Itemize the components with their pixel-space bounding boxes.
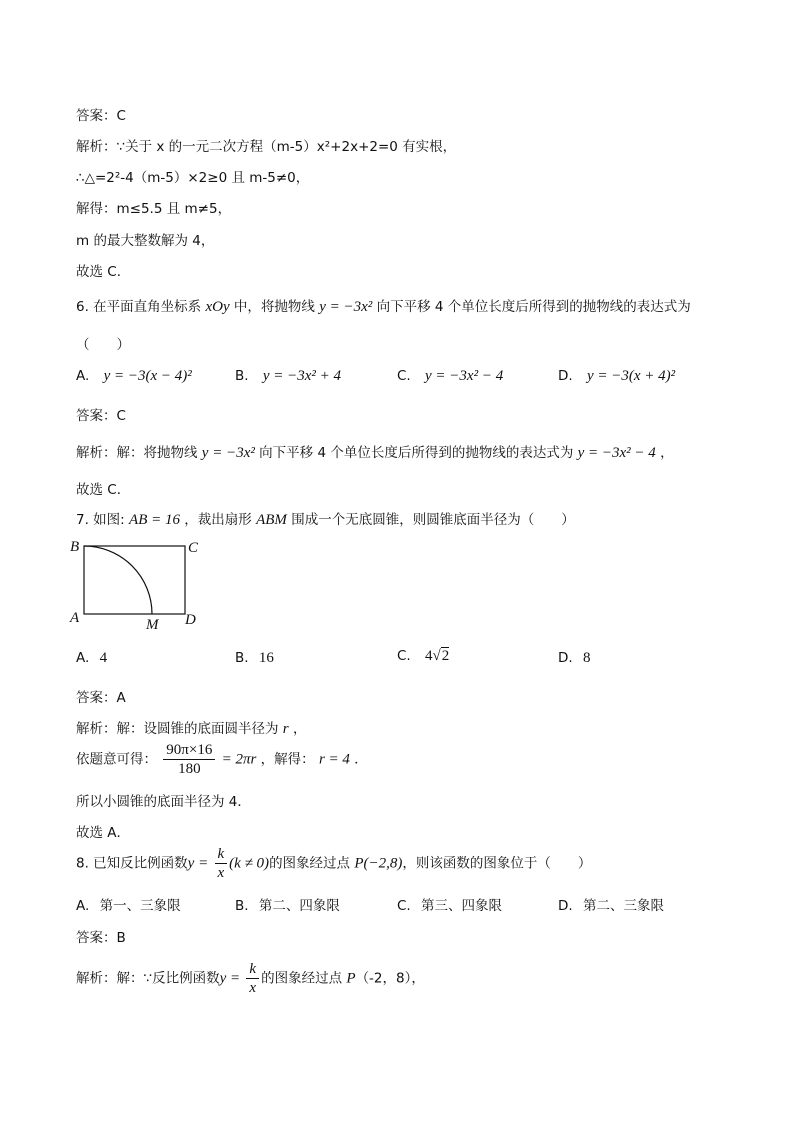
q6-stem	[76, 295, 691, 316]
q7-analysis2-mid: ，解得：	[260, 751, 315, 768]
q7-conclusion: 故选 A．	[76, 825, 131, 841]
q6-conclusion: 故选 C．	[76, 482, 131, 498]
q7-frac-den: 180	[178, 761, 201, 777]
q8-option-a-label: A.	[76, 898, 90, 914]
q7-analysis2-result: r = 4	[318, 751, 350, 768]
q8-frac-num: k	[215, 845, 228, 864]
q7-analysis2-rhs: = 2πr	[221, 751, 257, 768]
q8-suffix: ，则该函数的图象位于（ ）	[402, 855, 592, 872]
q8-option-d-text: 第二、三象限	[582, 898, 664, 914]
q7-option-b-label: B.	[235, 650, 249, 666]
q8-analysis-y: y =	[219, 970, 241, 987]
q8-option-c-text: 第三、四象限	[421, 898, 503, 914]
q8-answer: 答案：B	[76, 930, 126, 946]
q6-analysis-prefix: 解析：解：将抛物线	[76, 445, 198, 461]
q8-option-c[interactable]	[397, 894, 502, 914]
q5-conclusion: 故选 C．	[76, 264, 131, 280]
label-c: C	[188, 540, 199, 556]
q6-analysis-expr1: y = −3x²	[201, 445, 255, 461]
label-a: A	[70, 610, 80, 626]
q7-analysis-line3: 所以小圆锥的底面半径为 4．	[76, 794, 251, 810]
q6-analysis-mid: 向下平移 4 个单位长度后所得到的抛物线的表达式为	[259, 445, 574, 461]
label-m: M	[146, 617, 159, 632]
q8-analysis-point: （-2，8），	[355, 970, 425, 987]
q8-option-d-label: D.	[558, 898, 573, 914]
q7-analysis2-prefix: 依题意可得：	[76, 751, 157, 768]
q6-analysis-end: ，	[660, 445, 674, 461]
q8-point: P(−2,8)	[354, 855, 403, 872]
q7-fraction	[163, 741, 215, 778]
q5-analysis-line3: 解得：m≤5.5 且 m≠5，	[76, 201, 232, 217]
label-d: D	[185, 612, 196, 628]
q8-analysis-fraction	[246, 960, 259, 997]
q6-mid: 中，将抛物线	[233, 299, 315, 315]
q8-y-eq: y =	[187, 855, 209, 872]
q6-analysis-expr2: y = −3x² − 4	[577, 445, 656, 461]
q7-option-c-label: C.	[397, 648, 411, 664]
q7-figure	[66, 532, 216, 632]
q8-option-a[interactable]	[76, 894, 181, 914]
q7-stem	[76, 508, 575, 529]
q6-paren: （ ）	[76, 337, 130, 353]
rectangle-abcd	[84, 546, 185, 614]
q6-option-b[interactable]	[235, 368, 341, 385]
q7-analysis1-prefix: 解析：解：设圆锥的底面圆半径为	[76, 721, 279, 737]
q8-option-b-text: 第二、四象限	[258, 898, 340, 914]
q7-frac-num: 90π×16	[163, 741, 215, 760]
q6-expr: y = −3x²	[319, 299, 373, 315]
q7-option-d-text: 8	[582, 650, 591, 666]
q7-option-a[interactable]	[76, 650, 107, 667]
q5-analysis-line4: m 的最大整数解为 4，	[76, 233, 215, 249]
q7-answer: 答案：A	[76, 690, 126, 706]
q7-option-c-radicand: 2	[441, 648, 450, 664]
q6-option-b-text: y = −3x² + 4	[262, 368, 342, 384]
q8-option-a-text: 第一、三象限	[99, 898, 181, 914]
q8-prefix: 8. 已知反比例函数	[76, 855, 188, 872]
q6-option-a[interactable]	[76, 368, 192, 385]
q7-sector: ABM	[256, 512, 287, 528]
q8-option-b-label: B.	[235, 898, 249, 914]
q7-analysis-line2	[76, 741, 368, 778]
q7-prefix: 7. 如图:	[76, 512, 125, 528]
q7-analysis1-end: ，	[292, 721, 307, 737]
q8-option-c-label: C.	[397, 898, 411, 914]
q6-analysis	[76, 441, 674, 462]
q6-coord: xOy	[205, 299, 230, 315]
q8-fraction	[215, 845, 228, 882]
q7-option-c-coef: 4	[425, 648, 433, 664]
q7-mid: ，裁出扇形	[184, 512, 252, 528]
q8-analysis-p: P	[346, 970, 356, 987]
q6-suffix: 向下平移 4 个单位长度后所得到的抛物线的表达式为	[376, 299, 691, 315]
q7-option-a-label: A.	[76, 650, 90, 666]
q8-stem	[76, 845, 591, 882]
q7-option-d[interactable]	[558, 650, 590, 667]
sector-arc	[84, 546, 152, 614]
q6-option-c-label: C.	[397, 368, 411, 384]
q8-mid: 的图象经过点	[269, 855, 351, 872]
q8-analysis-num: k	[246, 960, 259, 979]
q7-option-d-label: D.	[558, 650, 573, 666]
q8-frac-den: x	[217, 865, 225, 881]
q6-option-d-label: D.	[558, 368, 573, 384]
q6-option-b-label: B.	[235, 368, 249, 384]
q6-option-a-label: A.	[76, 368, 90, 384]
q8-option-b[interactable]	[235, 894, 340, 914]
q7-analysis1-var: r	[282, 721, 289, 737]
q7-analysis2-end: ．	[354, 751, 368, 768]
q5-answer: 答案：C	[76, 108, 126, 124]
q8-analysis-den: x	[249, 980, 257, 996]
sqrt-symbol: √	[432, 648, 441, 664]
q6-option-d[interactable]	[558, 368, 675, 385]
q6-option-d-text: y = −3(x + 4)²	[586, 368, 676, 384]
q7-option-c[interactable]	[397, 648, 449, 665]
q6-option-c-text: y = −3x² − 4	[425, 368, 504, 384]
q7-option-b-text: 16	[258, 650, 274, 666]
q8-cond: (k ≠ 0)	[229, 855, 270, 872]
q6-option-c[interactable]	[397, 368, 503, 385]
q7-given: AB = 16	[129, 512, 180, 528]
q6-option-a-text: y = −3(x − 4)²	[103, 368, 192, 384]
q8-analysis-mid: 的图象经过点	[261, 970, 343, 987]
q8-option-d[interactable]	[558, 894, 664, 914]
q7-suffix: 围成一个无底圆锥，则圆锥底面半径为（ ）	[291, 512, 575, 528]
q6-prefix: 6. 在平面直角坐标系	[76, 299, 202, 315]
q8-analysis-prefix: 解析：解：∵反比例函数	[76, 970, 220, 987]
q6-answer: 答案：C	[76, 408, 126, 424]
label-b: B	[70, 539, 80, 555]
q8-analysis	[76, 960, 425, 997]
q5-analysis-line2: ∴△=2²-4（m-5）×2≥0 且 m-5≠0，	[76, 170, 310, 186]
q5-analysis-line1: 解析：∵关于 x 的一元二次方程（m-5）x²+2x+2=0 有实根，	[76, 139, 457, 155]
q7-option-a-text: 4	[99, 650, 108, 666]
q7-option-b[interactable]	[235, 650, 274, 667]
q7-analysis-line1	[76, 717, 306, 738]
